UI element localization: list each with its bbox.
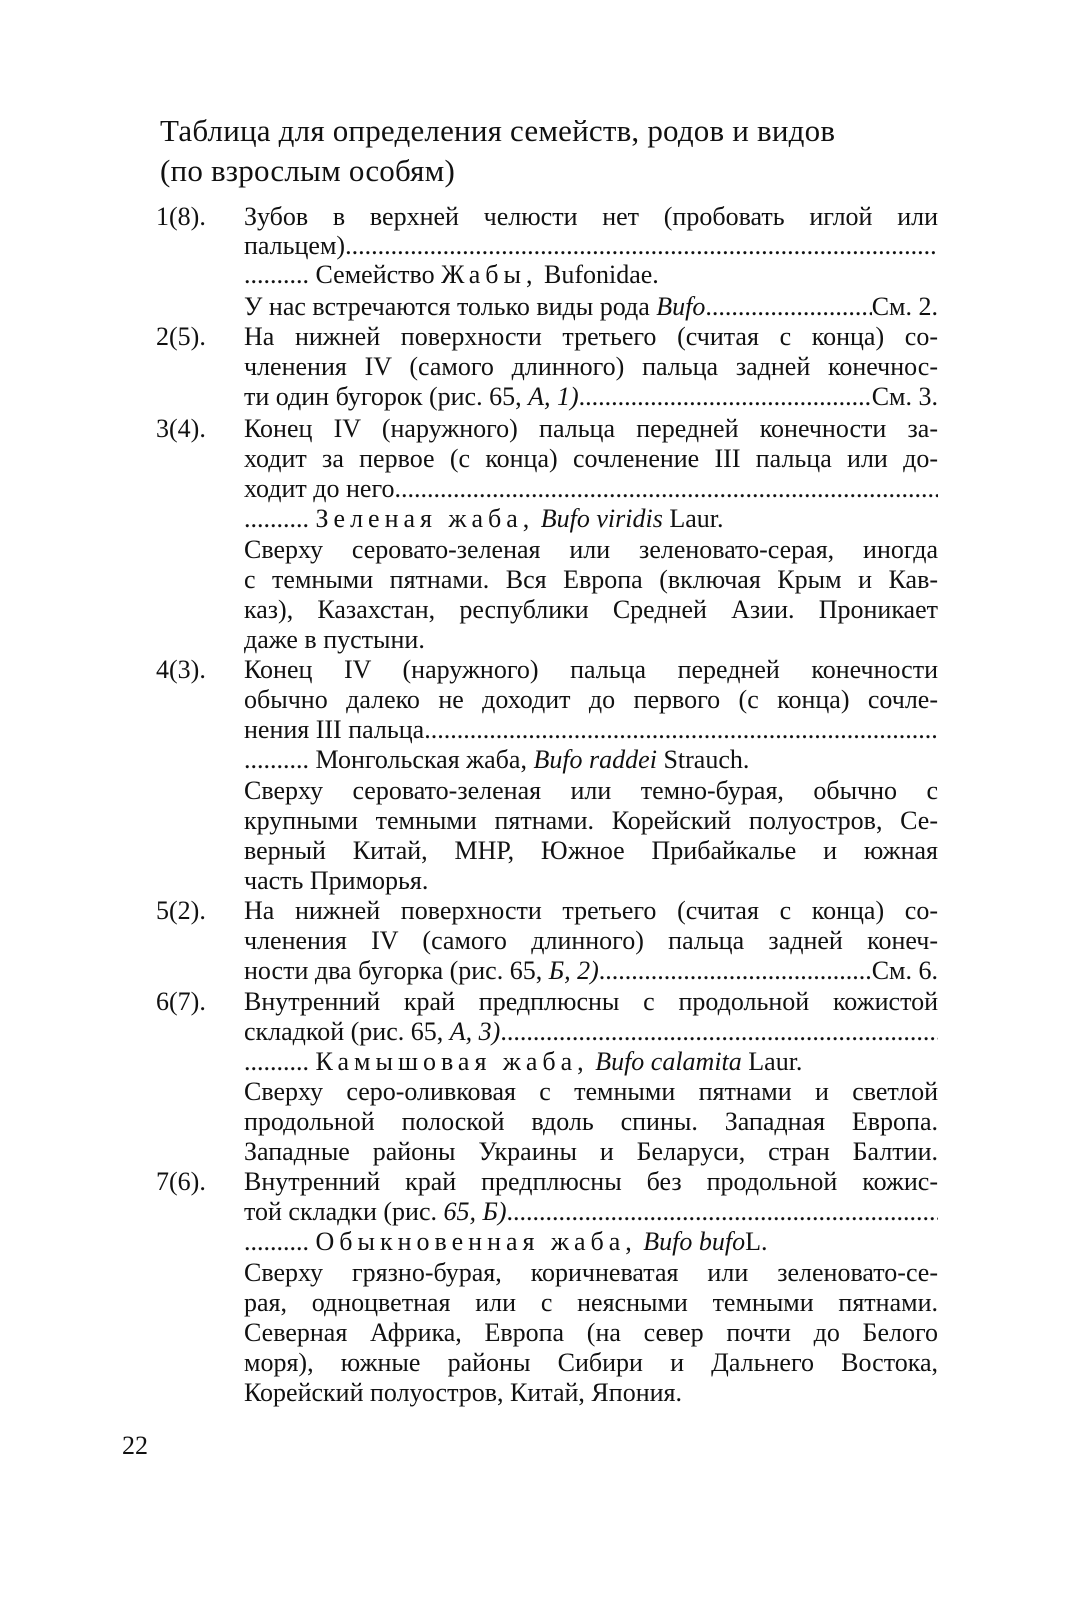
figure-ref: А, 3): [449, 1017, 501, 1046]
entry-number: 1(8).: [156, 202, 206, 231]
entry-number: 5(2).: [156, 896, 206, 925]
species-latin: Bufo viridis: [540, 504, 663, 533]
description-line: с темными пятнами. Вся Европа (включая Крым и Кав-: [244, 565, 938, 594]
description-line: Сверху серовато-зеленая или темно-бурая, обычно с: [244, 776, 938, 805]
description-line: моря), южные районы Сибири и Дальнего Востока,: [244, 1348, 938, 1377]
entry-text-line: Конец IV (наружного) пальца передней конечности за-: [244, 414, 938, 443]
description-line: Корейский полуостров, Китай, Япония.: [244, 1378, 682, 1407]
entry-text-line: обычно далеко не доходит до первого (с конца) сочле-: [244, 685, 938, 714]
entry-leader-line: [244, 230, 938, 261]
description-line: Сверху серовато-зеленая или зеленовато-серая, иногда: [244, 535, 938, 564]
genus-name: Bufo: [656, 292, 706, 321]
entry-leader-line: [244, 473, 938, 504]
entry-text: ти один бугорок (рис. 65,: [244, 382, 522, 411]
description-line: каз), Казахстан, республики Средней Азии. Проникает: [244, 595, 938, 624]
entry-leader-line: [244, 381, 938, 412]
species-latin: Bufo raddei: [533, 745, 657, 774]
entry-text-line: Конец IV (наружного) пальца передней конечности: [244, 655, 938, 684]
entry-text: У нас встречаются только виды рода: [244, 292, 650, 321]
entry-number: 2(5).: [156, 322, 206, 351]
entry-number: 4(3).: [156, 655, 206, 684]
entry-leader-line: [244, 1016, 938, 1047]
entry-leader-line: [244, 714, 938, 745]
entry-text-line: На нижней поверхности третьего (считая с конца) со-: [244, 896, 938, 925]
cross-reference: См. 6.: [871, 956, 938, 985]
cross-reference: См. 3.: [871, 382, 938, 411]
heading-line-2: (по взрослым особям): [160, 153, 455, 188]
figure-ref: А, 1): [528, 382, 579, 411]
species-line: .......... Обыкновенная жаба, Bufo bufoL.: [244, 1227, 768, 1256]
entry-text: нения III пальца: [244, 715, 425, 744]
entry-text-line: членения IV (самого длинного) пальца задней конеч-: [244, 926, 938, 955]
figure-ref: Б, 2): [548, 956, 599, 985]
family-line: .......... Семейство Жабы, Bufonidae.: [244, 260, 659, 289]
entry-text: пальцем): [244, 231, 346, 260]
entry-number: 6(7).: [156, 987, 206, 1016]
species-latin: Bufo bufo: [643, 1227, 746, 1256]
description-line: Сверху грязно-бурая, коричневатая или зеленовато-се-: [244, 1258, 938, 1287]
description-line: рая, одноцветная или с неясными темными пятнами.: [244, 1288, 938, 1317]
species-author: Laur.: [669, 504, 724, 533]
species-line: .......... Зеленая жаба, Bufo viridis Laur.: [244, 504, 724, 533]
entry-text-line: Зубов в верхней челюсти нет (пробовать иглой или: [244, 202, 938, 231]
species-author: Laur.: [748, 1047, 803, 1076]
description-line: даже в пустыни.: [244, 625, 425, 654]
entry-text: ности два бугорка (рис. 65,: [244, 956, 543, 985]
family-latin: Bufonidae.: [544, 260, 659, 289]
family-name: Жабы,: [441, 260, 538, 289]
entry-leader-line: [244, 291, 938, 322]
entry-number: 7(6).: [156, 1167, 206, 1196]
description-line: верный Китай, МНР, Южное Прибайкалье и южная: [244, 836, 938, 865]
entry-text: складкой (рис. 65,: [244, 1017, 444, 1046]
entry-text-line: членения IV (самого длинного) пальца задней конечнос-: [244, 352, 938, 381]
species-name: Зеленая жаба,: [315, 504, 535, 533]
entry-text-line: Внутренний край предплюсны без продольной кожис-: [244, 1167, 938, 1196]
entry-text-line: ходит за первое (с конца) сочленение III пальца или до-: [244, 444, 938, 473]
description-line: часть Приморья.: [244, 866, 429, 895]
description-line: Западные районы Украины и Беларуси, стран Балтии.: [244, 1137, 938, 1166]
description-line: крупными темными пятнами. Корейский полуостров, Се-: [244, 806, 938, 835]
entry-text: той складки (рис.: [244, 1197, 438, 1226]
species-line: .......... Монгольская жаба, Bufo raddei Strauch.: [244, 745, 750, 774]
page-number: 22: [122, 1431, 148, 1460]
species-name: Монгольская жаба,: [315, 745, 527, 774]
species-line: .......... Камышовая жаба, Bufo calamita Laur.: [244, 1047, 803, 1076]
species-name: Обыкновенная жаба,: [315, 1227, 637, 1256]
entry-leader-line: [244, 955, 938, 986]
family-label: Семейство: [315, 260, 435, 289]
species-author: L.: [745, 1227, 768, 1256]
entry-number: 3(4).: [156, 414, 206, 443]
species-latin: Bufo calamita: [595, 1047, 742, 1076]
cross-reference: См. 2.: [871, 292, 938, 321]
heading-line-1: Таблица для определения семейств, родов и видов: [160, 113, 836, 148]
description-line: продольной полоской вдоль спины. Западная Европа.: [244, 1107, 938, 1136]
description-line: Сверху серо-оливковая с темными пятнами и светлой: [244, 1077, 938, 1106]
entry-leader-line: [244, 1196, 938, 1227]
entry-text-line: На нижней поверхности третьего (считая с конца) со-: [244, 322, 938, 351]
species-author: Strauch.: [663, 745, 750, 774]
entry-text: ходит до него: [244, 474, 395, 503]
species-name: Камышовая жаба,: [315, 1047, 589, 1076]
entry-text-line: Внутренний край предплюсны с продольной кожистой: [244, 987, 938, 1016]
figure-ref: 65, Б): [443, 1197, 507, 1226]
description-line: Северная Африка, Европа (на север почти до Белого: [244, 1318, 938, 1347]
